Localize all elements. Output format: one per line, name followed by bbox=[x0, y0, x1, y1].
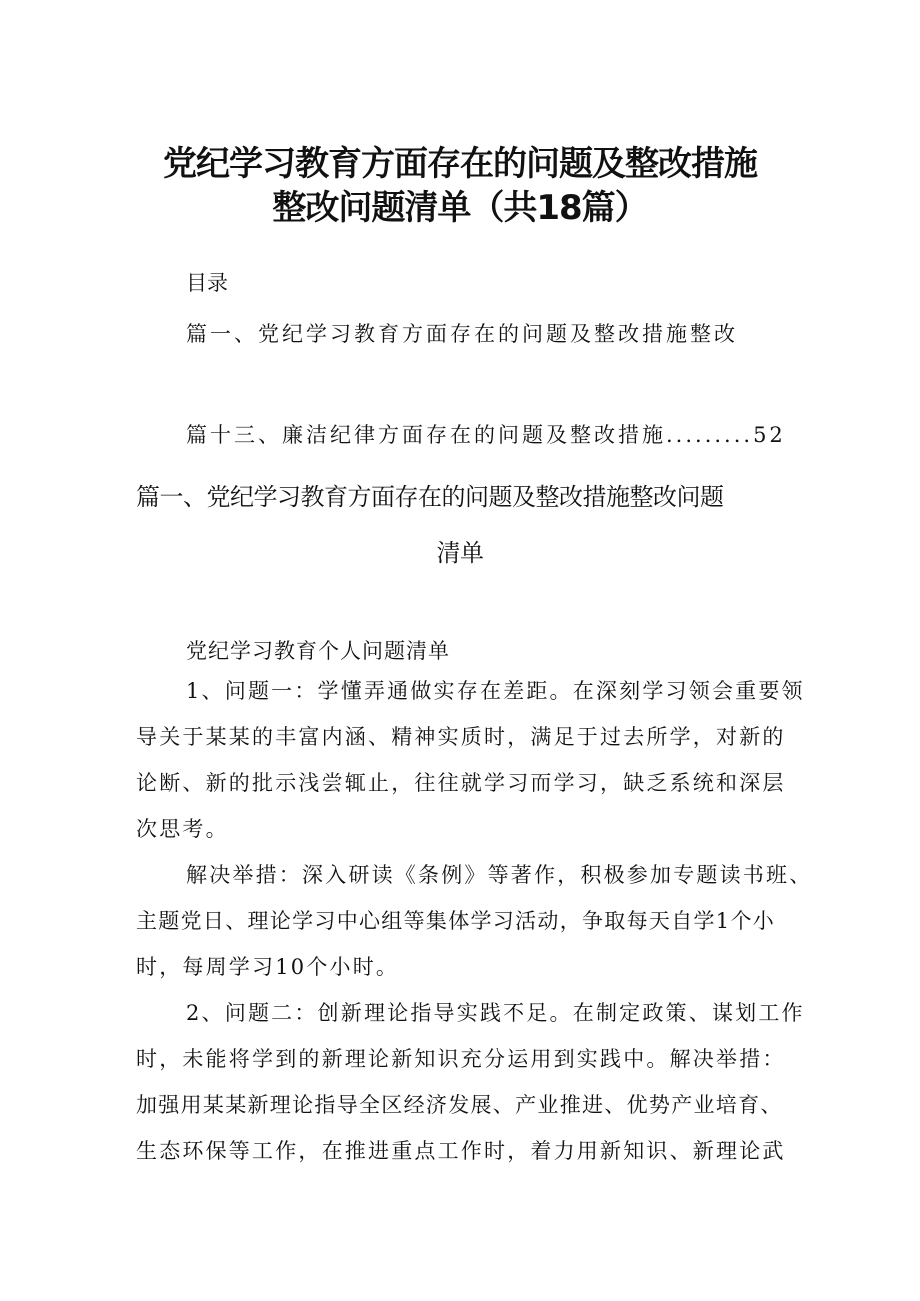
section-subtitle: 党纪学习教育个人问题清单 bbox=[186, 639, 450, 663]
body-line: 主题党日、理论学习中心组等集体学习活动，争取每天自学1个小 bbox=[136, 909, 776, 933]
body-line: 解决举措：深入研读《条例》等著作，积极参加专题读书班、 bbox=[186, 863, 813, 887]
body-line: 生态环保等工作，在推进重点工作时，着力用新知识、新理论武 bbox=[136, 1139, 786, 1163]
body-line: 导关于某某的丰富内涵、精神实质时，满足于过去所学，对新的 bbox=[136, 725, 786, 749]
body-line: 论断、新的批示浅尝辄止，往往就学习而学习，缺乏系统和深层 bbox=[136, 771, 786, 795]
document-title-line-1: 党纪学习教育方面存在的问题及整改措施 bbox=[163, 144, 757, 184]
body-text bbox=[136, 668, 813, 1174]
toc-entry-13[interactable]: 篇十三、廉洁纪律方面存在的问题及整改措施.........52 bbox=[186, 423, 786, 447]
toc-entry-1[interactable]: 篇一、党纪学习教育方面存在的问题及整改措施整改 bbox=[186, 322, 738, 346]
body-line: 2、问题二：创新理论指导实践不足。在制定政策、谋划工作 bbox=[186, 1001, 805, 1025]
body-line: 时，未能将学到的新理论新知识充分运用到实践中。解决举措： bbox=[136, 1047, 786, 1071]
document-title-line-2: 整改问题清单（共18篇） bbox=[272, 188, 648, 228]
body-line: 次思考。 bbox=[136, 817, 229, 841]
body-line: 加强用某某新理论指导全区经济发展、产业推进、优势产业培育、 bbox=[136, 1093, 783, 1117]
body-line: 1、问题一：学懂弄通做实存在差距。在深刻学习领会重要领 bbox=[186, 679, 805, 703]
body-line: 时，每周学习10个小时。 bbox=[136, 955, 400, 979]
section-heading-line-2: 清单 bbox=[436, 539, 484, 567]
toc-heading: 目录 bbox=[186, 271, 228, 295]
section-heading-line-1: 篇一、党纪学习教育方面存在的问题及整改措施整改问题 bbox=[136, 483, 724, 511]
